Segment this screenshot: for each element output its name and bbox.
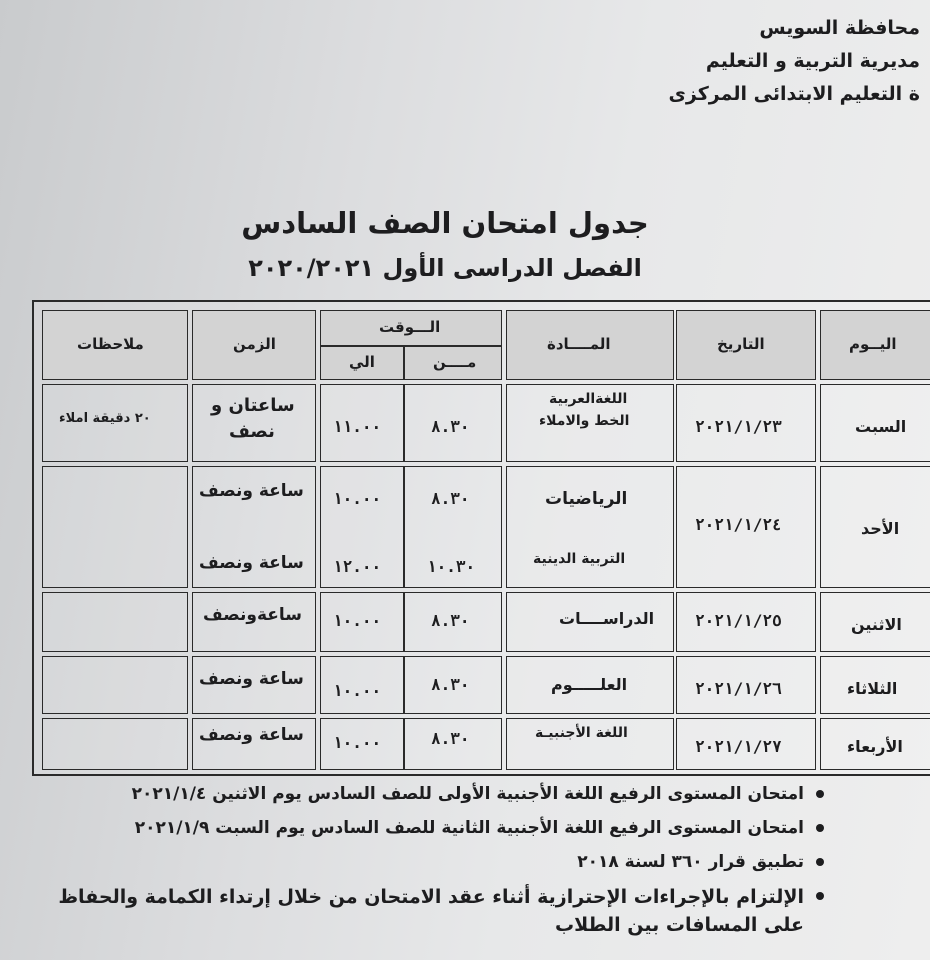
row1-notes: ٢٠ دقيقة املاء xyxy=(59,411,151,426)
page-subtitle: الفصل الدراسى الأول ٢٠٢٠/٢٠٢١ xyxy=(248,254,642,282)
row4-notes-cell xyxy=(42,656,188,714)
row5-from: ٨.٣٠ xyxy=(431,729,470,748)
note-item xyxy=(44,884,804,910)
notes-list xyxy=(44,782,804,940)
header-time-cell xyxy=(320,310,502,346)
note-text: امتحان المستوى الرفيع اللغة الأجنبية الثانية للصف السادس يوم السبت ٢٠٢١/١/٩ xyxy=(134,818,804,838)
row3-from-cell xyxy=(404,592,502,652)
row2-duration2: ساعة ونصف xyxy=(199,553,304,573)
department-label: ة التعليم الابتدائى المركزى xyxy=(668,83,920,105)
row3-date-cell xyxy=(676,592,816,652)
row1-duration-line2: نصف xyxy=(229,421,275,442)
row2-day: الأحد xyxy=(861,519,900,538)
header-date-cell xyxy=(676,310,816,380)
row2-date-cell xyxy=(676,466,816,588)
row1-notes-cell xyxy=(42,384,188,462)
row1-date: ٢٠٢١/١/٢٣ xyxy=(695,417,782,436)
row2-from-cell xyxy=(404,466,502,588)
note-text: على المسافات بين الطلاب xyxy=(555,914,804,936)
row5-to-cell xyxy=(320,718,404,770)
header-from-cell xyxy=(404,346,502,380)
header-subject: المــــادة xyxy=(547,335,611,353)
row1-subject-line1: اللغةالعربية xyxy=(549,391,628,407)
header-day: اليــوم xyxy=(849,335,897,353)
row4-duration-cell xyxy=(192,656,316,714)
letterhead xyxy=(620,12,920,111)
row2-date: ٢٠٢١/١/٢٤ xyxy=(695,515,782,534)
row1-subject-line2: الخط والاملاء xyxy=(539,413,630,429)
header-duration: الزمن xyxy=(233,335,276,353)
row1-day: السبت xyxy=(855,417,907,436)
row5-from-cell xyxy=(404,718,502,770)
row5-subject: اللغة الأجنبيـة xyxy=(535,725,628,741)
row3-subject: الدراســــات xyxy=(559,609,655,628)
row2-to2: ١٢.٠٠ xyxy=(333,557,382,576)
bullet-icon xyxy=(816,858,824,866)
row1-to-cell xyxy=(320,384,404,462)
bullet-icon xyxy=(816,790,824,798)
row1-date-cell xyxy=(676,384,816,462)
bullet-icon xyxy=(816,824,824,832)
row5-to: ١٠.٠٠ xyxy=(333,733,382,752)
row1-duration-line1: ساعتان و xyxy=(211,395,295,416)
row4-to-cell xyxy=(320,656,404,714)
row2-to-cell xyxy=(320,466,404,588)
page-title: جدول امتحان الصف السادس xyxy=(241,206,649,240)
row3-notes-cell xyxy=(42,592,188,652)
header-to-cell xyxy=(320,346,404,380)
note-item xyxy=(44,782,804,806)
row5-duration: ساعة ونصف xyxy=(199,725,304,745)
row4-duration: ساعة ونصف xyxy=(199,669,304,689)
governorate-label: محافظة السويس xyxy=(759,17,920,39)
header-notes: ملاحظات xyxy=(77,335,144,353)
note-text: الإلتزام بالإجراءات الإحترازية أثناء عقد الامتحان من خلال إرتداء الكمامة والحفاظ xyxy=(58,886,804,908)
row3-to: ١٠.٠٠ xyxy=(333,611,382,630)
header-day-cell xyxy=(820,310,930,380)
header-duration-cell xyxy=(192,310,316,380)
row4-day-cell xyxy=(820,656,930,714)
row3-day: الاثنين xyxy=(851,615,902,634)
row5-notes-cell xyxy=(42,718,188,770)
row2-subject-cell xyxy=(506,466,674,588)
header-notes-cell xyxy=(42,310,188,380)
note-text: تطبيق قرار ٣٦٠ لسنة ٢٠١٨ xyxy=(577,852,804,872)
bullet-icon xyxy=(816,892,824,900)
row3-to-cell xyxy=(320,592,404,652)
row1-subject-cell xyxy=(506,384,674,462)
row1-to: ١١.٠٠ xyxy=(333,417,382,436)
row3-date: ٢٠٢١/١/٢٥ xyxy=(695,611,782,630)
note-continuation xyxy=(44,910,804,940)
row4-subject-cell xyxy=(506,656,674,714)
row2-from2: ١٠.٣٠ xyxy=(427,557,476,576)
note-text: امتحان المستوى الرفيع اللغة الأجنبية الأولى للصف السادس يوم الاثنين ٢٠٢١/١/٤ xyxy=(131,784,804,804)
note-item xyxy=(44,816,804,840)
row2-notes-cell xyxy=(42,466,188,588)
row1-from-cell xyxy=(404,384,502,462)
row1-day-cell xyxy=(820,384,930,462)
row1-from: ٨.٣٠ xyxy=(431,417,470,436)
row3-subject-cell xyxy=(506,592,674,652)
row5-duration-cell xyxy=(192,718,316,770)
row4-date-cell xyxy=(676,656,816,714)
row5-date: ٢٠٢١/١/٢٧ xyxy=(695,737,782,756)
row4-from-cell xyxy=(404,656,502,714)
header-date: التاريخ xyxy=(717,335,765,353)
header-time: الـــوقت xyxy=(379,318,441,336)
row4-subject: العلـــــوم xyxy=(551,675,628,694)
row4-date: ٢٠٢١/١/٢٦ xyxy=(695,679,782,698)
exam-schedule-table xyxy=(32,300,930,776)
row3-duration: ساعةونصف xyxy=(203,605,302,625)
row4-day: الثلاثاء xyxy=(847,679,898,698)
row2-to1: ١٠.٠٠ xyxy=(333,489,382,508)
row4-from: ٨.٣٠ xyxy=(431,675,470,694)
note-item xyxy=(44,850,804,874)
header-from: مــــن xyxy=(433,353,477,371)
row3-from: ٨.٣٠ xyxy=(431,611,470,630)
directorate-label: مديرية التربية و التعليم xyxy=(705,50,920,72)
row5-date-cell xyxy=(676,718,816,770)
row1-duration-cell xyxy=(192,384,316,462)
row2-subject2: التربية الدينية xyxy=(533,551,626,567)
row2-from1: ٨.٣٠ xyxy=(431,489,470,508)
row2-duration1: ساعة ونصف xyxy=(199,481,304,501)
header-to: الي xyxy=(349,353,375,371)
header-subject-cell xyxy=(506,310,674,380)
row5-day-cell xyxy=(820,718,930,770)
row5-subject-cell xyxy=(506,718,674,770)
row2-duration-cell xyxy=(192,466,316,588)
row3-day-cell xyxy=(820,592,930,652)
row2-subject1: الرياضيات xyxy=(545,489,628,509)
row4-to: ١٠.٠٠ xyxy=(333,681,382,700)
row3-duration-cell xyxy=(192,592,316,652)
row2-day-cell xyxy=(820,466,930,588)
row5-day: الأربعاء xyxy=(847,737,903,756)
